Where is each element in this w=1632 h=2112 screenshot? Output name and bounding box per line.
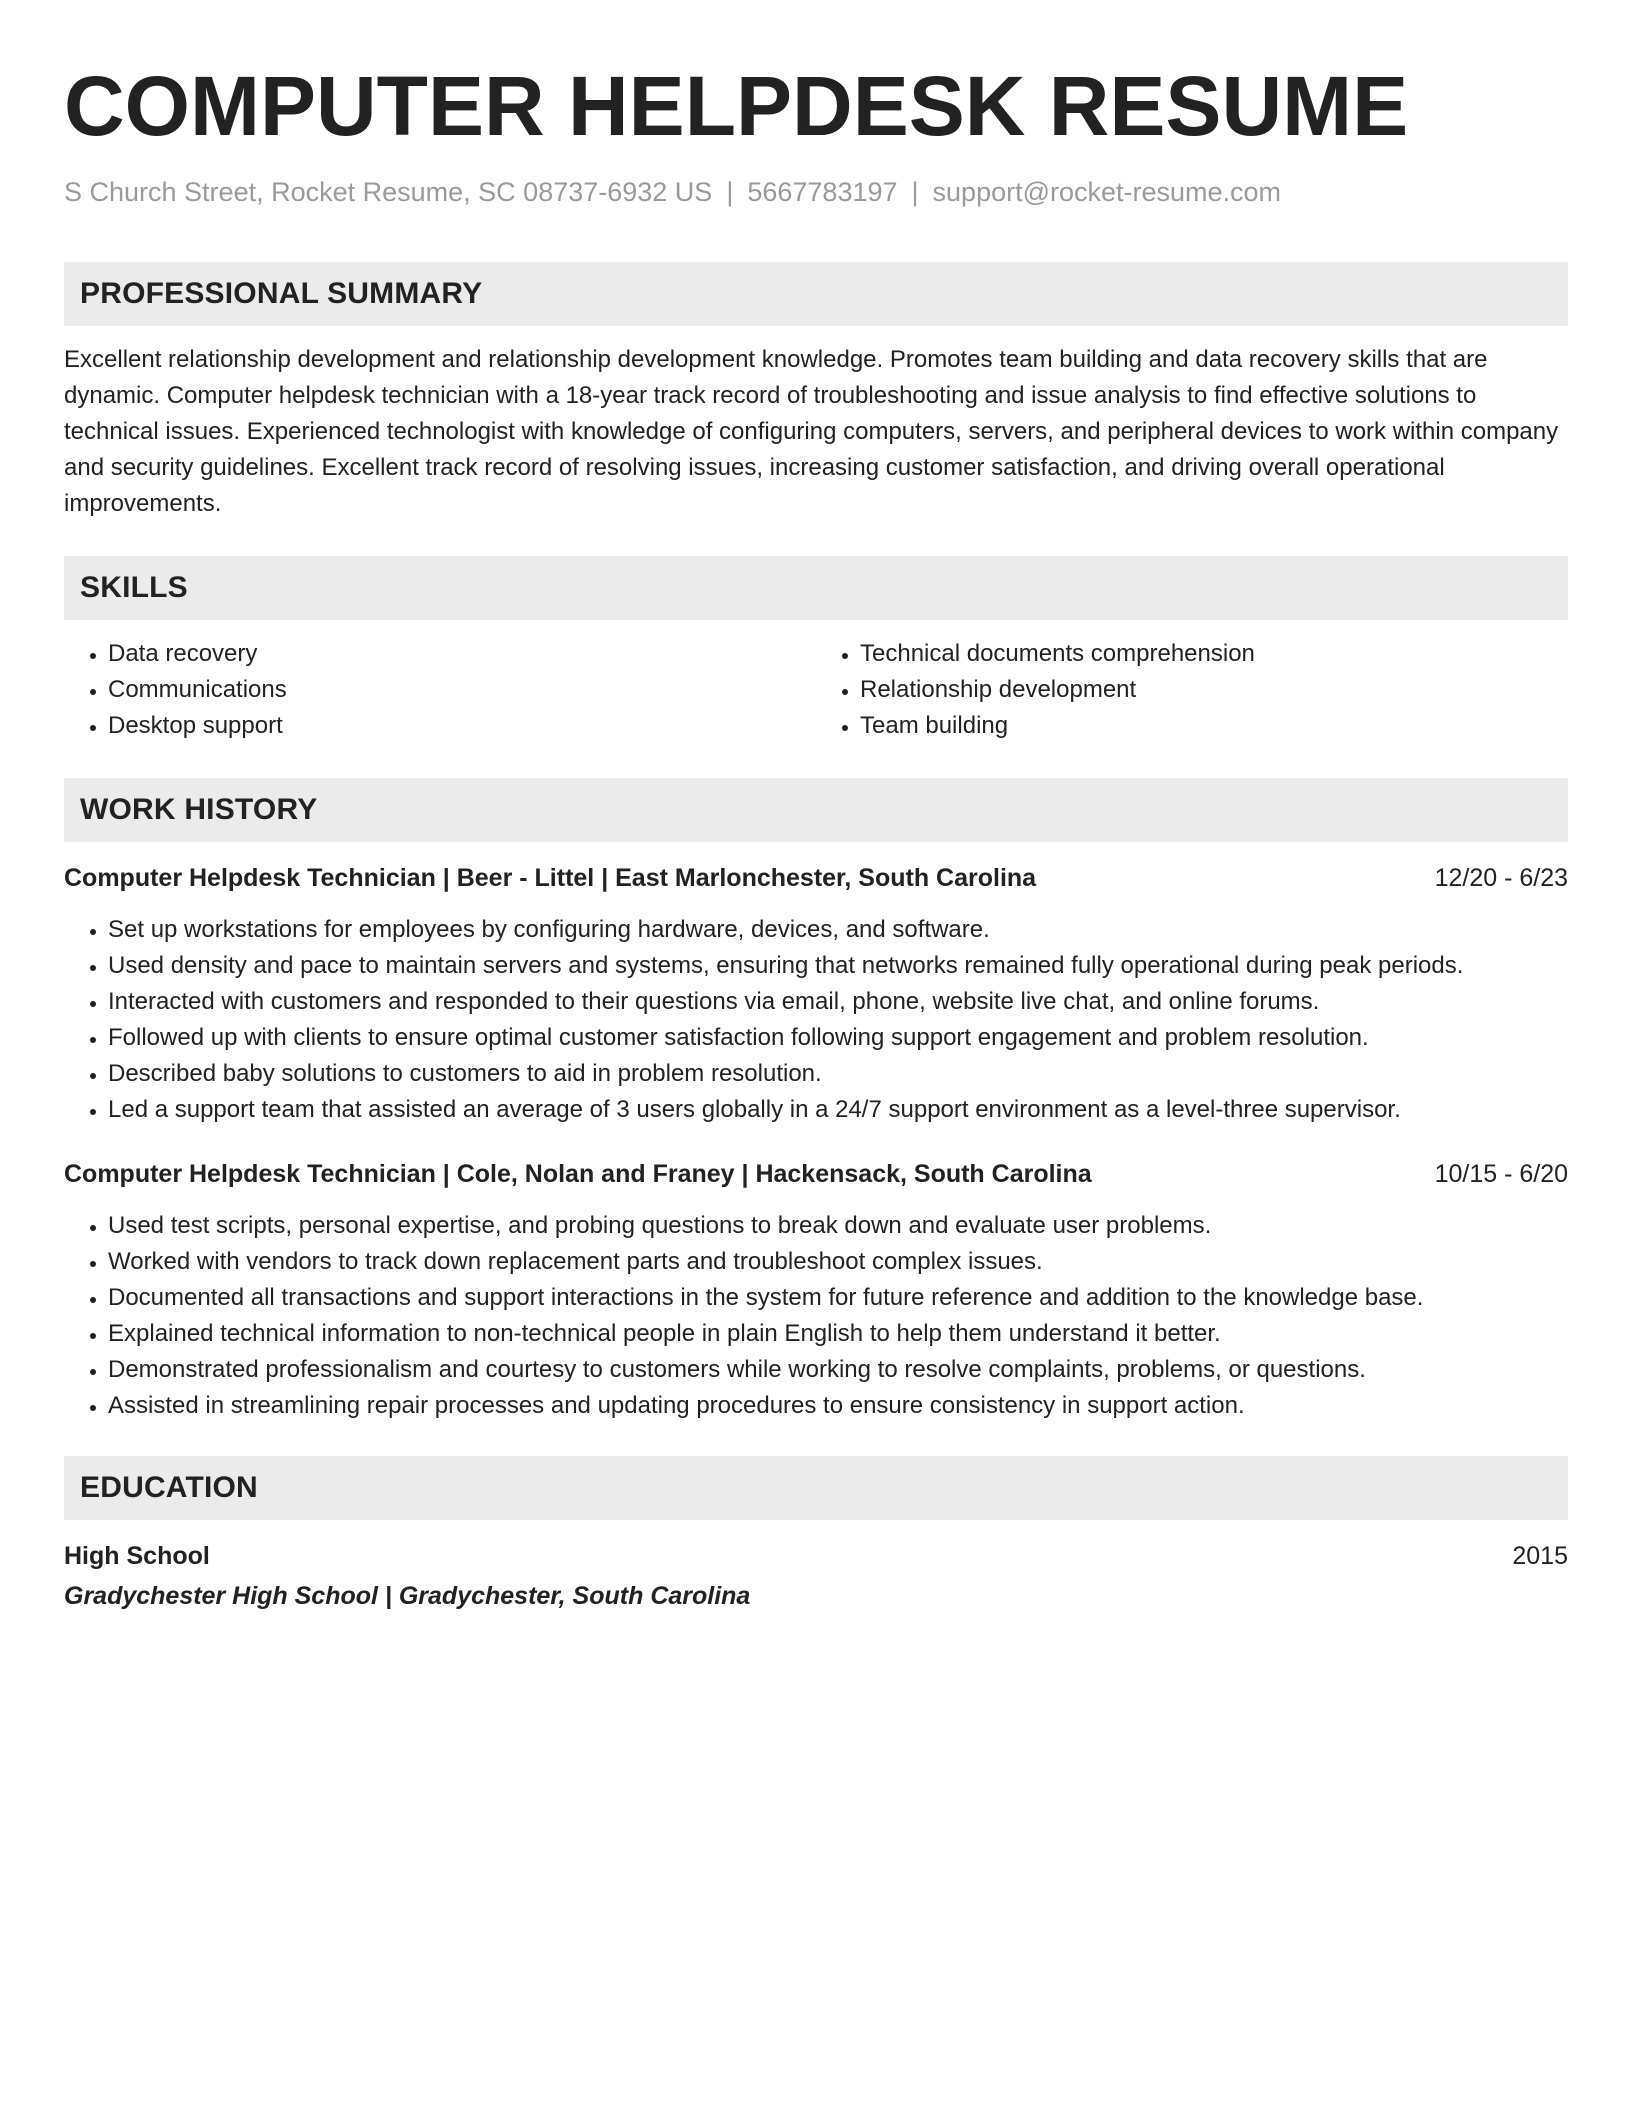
job-duty: • Led a support team that assisted an average of 3 users globally in a 24/7 support environment as a level-three supervisor. (108, 1092, 1568, 1128)
skill-item: • Technical documents comprehension (860, 636, 1568, 672)
education-entry (64, 1538, 1568, 1614)
skill-item: • Data recovery (108, 636, 816, 672)
job-duty: • Set up workstations for employees by configuring hardware, devices, and software. (108, 912, 1568, 948)
summary-text: Excellent relationship development and relationship development knowledge. Promotes team building and data recovery skills that are dynamic. Computer helpdesk technician with a 18-year track record of troubleshooting and issue analysis to find effective solutions to technical issues. Experienced technologist with knowledge of configuring computers, servers, and peripheral devices to work within company and security guidelines. Excellent track record of resolving issues, increasing customer satisfaction, and driving overall operational improvements. (64, 346, 1559, 517)
job-duty: • Interacted with customers and responded to their questions via email, phone, website live chat, and online forums. (108, 984, 1568, 1020)
job-duty: • Used test scripts, personal expertise, and probing questions to break down and evaluate user problems. (108, 1208, 1568, 1244)
job-duties (64, 1208, 1568, 1424)
contact-separator: | (911, 177, 919, 207)
job-duty: • Followed up with clients to ensure optimal customer satisfaction following support engagement and problem resolution. (108, 1020, 1568, 1056)
skill-item: • Communications (108, 672, 816, 708)
job-duty: • Demonstrated professionalism and courtesy to customers while working to resolve complaints, problems, or questions. (108, 1352, 1568, 1388)
job-duty: • Documented all transactions and support interactions in the system for future reference and addition to the knowledge base. (108, 1280, 1568, 1316)
education-header (64, 1538, 1568, 1574)
education-degree: High School (64, 1542, 210, 1570)
summary-heading: PROFESSIONAL SUMMARY (64, 262, 1568, 326)
contact-line (64, 174, 1568, 210)
skill-item: • Desktop support (108, 708, 816, 744)
education-school: Gradychester High School | Gradychester, South Carolina (64, 1582, 751, 1610)
skills-column-right (816, 636, 1568, 744)
job-dates: 12/20 - 6/23 (1434, 864, 1568, 892)
job-entry (64, 1156, 1568, 1424)
contact-phone: 5667783197 (747, 177, 898, 207)
contact-separator: | (726, 177, 734, 207)
education-heading: EDUCATION (64, 1456, 1568, 1520)
skill-item: • Relationship development (860, 672, 1568, 708)
job-header (64, 1156, 1568, 1192)
job-duty: • Explained technical information to non-technical people in plain English to help them understand it better. (108, 1316, 1568, 1352)
contact-address: S Church Street, Rocket Resume, SC 08737-6932 US (64, 177, 713, 207)
job-duties (64, 912, 1568, 1128)
job-entry (64, 860, 1568, 1128)
job-duty: • Assisted in streamlining repair processes and updating procedures to ensure consistency in support action. (108, 1388, 1568, 1424)
education-year: 2015 (1512, 1542, 1568, 1570)
job-header (64, 860, 1568, 896)
job-duty: • Used density and pace to maintain servers and systems, ensuring that networks remained fully operational during peak periods. (108, 948, 1568, 984)
skills-list (64, 636, 1568, 744)
job-duty: • Described baby solutions to customers to aid in problem resolution. (108, 1056, 1568, 1092)
resume-title: COMPUTER HELPDESK RESUME (64, 59, 1409, 153)
skills-column-left (64, 636, 816, 744)
skill-item: • Team building (860, 708, 1568, 744)
job-duty: • Worked with vendors to track down replacement parts and troubleshoot complex issues. (108, 1244, 1568, 1280)
job-title: Computer Helpdesk Technician | Beer - Littel | East Marlonchester, South Carolina (64, 864, 1037, 892)
work-history-heading: WORK HISTORY (64, 778, 1568, 842)
skills-heading: SKILLS (64, 556, 1568, 620)
contact-email: support@rocket-resume.com (932, 177, 1282, 207)
job-title: Computer Helpdesk Technician | Cole, Nolan and Franey | Hackensack, South Carolina (64, 1160, 1092, 1188)
job-dates: 10/15 - 6/20 (1434, 1160, 1568, 1188)
